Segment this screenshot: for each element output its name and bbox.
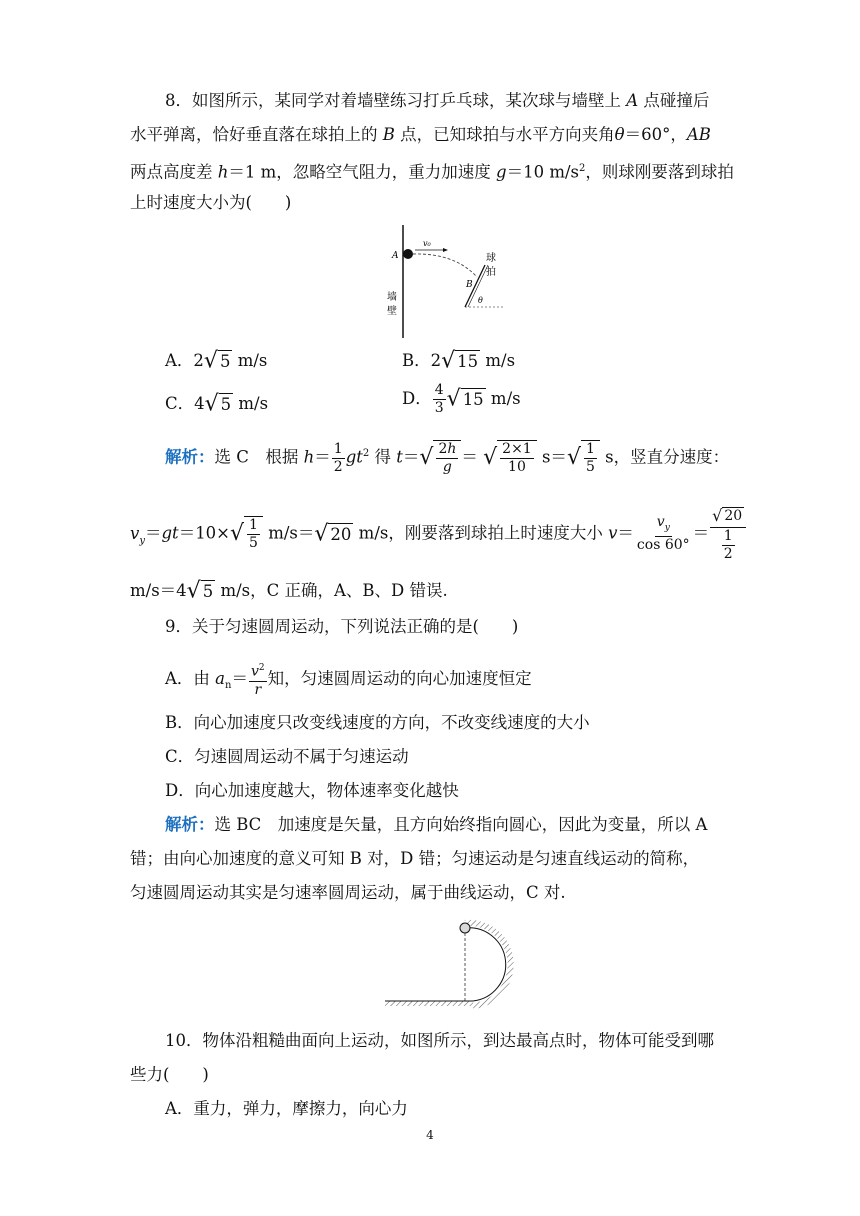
q8-line3: 两点高度差 h＝1 m，忽略空气阻力，重力加速度 g＝10 $m/s^2$，则球刚要落到球拍 — [130, 162, 734, 182]
q8-option-c: C．4√ 5 m/s — [165, 391, 269, 417]
q8-analysis-line3: m/s＝4√ 5 m/s，C 正确，A、B、D 错误. — [130, 578, 448, 604]
theta-label: θ — [478, 296, 483, 305]
q9-option-b: B．向心加速度只改变线速度的方向，不改变线速度的大小 — [165, 713, 590, 732]
q9-option-c: C．匀速圆周运动不属于匀速运动 — [165, 747, 409, 766]
q10-line1: 10．物体沿粗糙曲面向上运动，如图所示，到达最高点时，物体可能受到哪 — [165, 1031, 714, 1050]
point-a-label: A — [392, 251, 399, 261]
q8-line4: 上时速度大小为( ) — [130, 193, 292, 212]
q9-option-d: D．向心加速度越大，物体速率变化越快 — [165, 781, 459, 800]
q8-analysis-line2: $v_y=gt=10\times√$ $\frac{1}{5}$ m/s＝√ 20 m/s，刚要落到球拍上时速度大小 v＝ $\frac{v_y}{\cos 60^\circ}$ ＝ $\frac{√ 20}{\frac{1}{2}}$ — [130, 505, 747, 563]
point-b-label: B — [466, 280, 473, 290]
q10-figure — [385, 915, 520, 1015]
racket-label-1: 球 — [486, 253, 496, 264]
q9-analysis-line3: 匀速圆周运动其实是匀速率圆周运动，属于曲线运动，C 对. — [130, 883, 566, 902]
object-ball-icon — [460, 923, 470, 933]
q10-line2: 些力( ) — [130, 1065, 209, 1084]
v0-label: v₀ — [423, 239, 431, 248]
racket-label-2: 拍 — [486, 267, 496, 278]
q8-analysis-line1: 解析：选 C 根据 h＝ $\frac{1}{2}$ $gt^2$ 得 t＝√ $\frac{2h}{g}$ ＝ √ $\frac{2\times 1}{10}$ s＝√ $\frac{1}{5}$ s，竖直分速度： — [165, 440, 730, 475]
q9-analysis-line2: 错；由向心加速度的意义可知 B 对，D 错；匀速运动是匀速直线运动的简称， — [130, 849, 700, 868]
page-number: 4 — [426, 1128, 434, 1142]
q9-analysis-line1: 解析：选 BC 加速度是矢量，且方向始终指向圆心，因此为变量，所以 A — [165, 815, 708, 834]
q9-stem: 9．关于匀速圆周运动，下列说法正确的是( ) — [165, 617, 519, 636]
q8-line1: 8．如图所示，某同学对着墙壁练习打乒乓球，某次球与墙壁上 A 点碰撞后 — [165, 91, 710, 110]
q8-option-b: B．2√ 15 m/s — [402, 348, 516, 374]
q8-figure — [385, 225, 515, 340]
ball-icon — [403, 249, 413, 259]
wall-label-2: 壁 — [387, 306, 397, 317]
q8-option-d: D． $\frac{4}{3}$ √ 15 m/s — [402, 382, 521, 416]
q9-option-a: A．由 $a_n=$ $\frac{v^2}{r}$ 知，匀速圆周运动的向心加速度恒定 — [165, 660, 532, 699]
wall-label-1: 墙 — [387, 292, 397, 303]
q10-option-a: A．重力，弹力，摩擦力，向心力 — [165, 1099, 408, 1118]
q8-option-a: A．2√ 5 m/s — [165, 348, 268, 374]
q8-line2: 水平弹离，恰好垂直落在球拍上的 B 点，已知球拍与水平方向夹角θ＝60°，AB — [130, 125, 711, 144]
